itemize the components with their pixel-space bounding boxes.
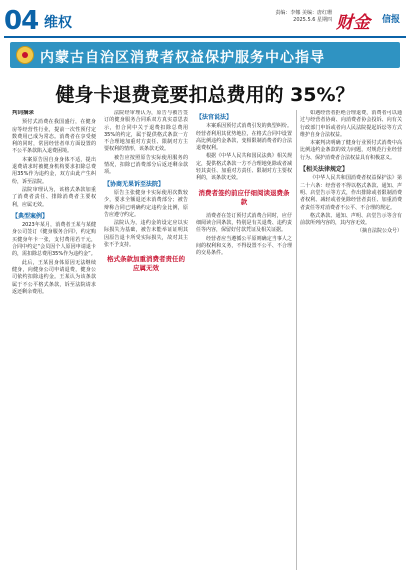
paragraph: 2023年某月，消费者王某与某健身公司签订《健身服务合同》，约定购买健身年卡一张，支付费用若干元，合同中约定“会员因个人原因申请退卡的，需扣除总费用35%作为违约金”。 — [12, 222, 96, 258]
pull-quote: 消费者签约前应仔细阅读退费条款 — [198, 188, 290, 206]
banner-text: 内蒙古自治区消费者权益保护服务中心指导 — [40, 50, 325, 66]
paragraph: 法院审理认为，该格式条款加重了消费者责任、排除消费者主要权利，应属无效。 — [12, 186, 96, 208]
article-column-1 — [12, 110, 96, 570]
paragraph: 预付式消费在我国盛行，在健身房等经营性行业，提前一次性预付定数费用已成为常态。消费者在享受便利的同时，常因经营者单方面设置的不公平条款陷入退费困境。 — [12, 119, 96, 155]
subheading: 【协商无果诉至法院】 — [104, 180, 165, 188]
article-column-4 — [300, 110, 402, 570]
pull-quote: 格式条款加重消费者责任的应属无效 — [107, 255, 185, 273]
header-meta — [272, 10, 332, 24]
paragraph: 被告应按照原告实际使用服务的情况，扣除已消费部分后返还剩余款项。 — [104, 154, 188, 176]
column-divider — [296, 110, 297, 570]
masthead-logo: 财金 — [336, 13, 370, 33]
paragraph: 经营者应当遵循公平原则确定当事人之间的权利和义务，不得设置不公平、不合理的交易条件。 — [196, 235, 292, 257]
header-rule — [4, 36, 406, 38]
section-banner — [10, 42, 400, 68]
editor-line: 责编：李娜 美编：唐红珊 — [275, 10, 332, 16]
page-header — [0, 0, 410, 36]
paragraph: 《中华人民共和国消费者权益保护法》第二十六条：经营者不得以格式条款、通知、声明、店堂告示等方式，作出排除或者限制消费者权利、减轻或者免除经营者责任、加重消费者责任等对消费者不公平、不合理的规定。 — [300, 175, 402, 211]
paragraph: 原告主张健身卡实际使用次数较少，要求全额退还未消费部分；被告辩称合同已明确约定违约金比例，原告应遵守约定。 — [104, 189, 188, 218]
paragraph: 根据《中华人民共和国民法典》相关规定，提供格式条款一方不合理地免除或者减轻其责任、加重对方责任、限制对方主要权利的，该条款无效。 — [196, 153, 292, 182]
date-line: 2025.5.6 星期四 — [293, 17, 332, 23]
paragraph: 格式条款、通知、声明、店堂告示等含有前款所列内容的，其内容无效。 — [300, 212, 402, 227]
paragraph: 法院经审理认为，原告与被告签订的健身服务合同系双方真实意思表示，但合同中关于退费扣除总费用35%的约定，属于提供格式条款一方不合理地加重对方责任、限制对方主要权利的情形，该条款无效。 — [104, 110, 188, 153]
article-source: （摘自法院公众号） — [356, 228, 402, 235]
paragraph: 此后，王某因身体原因无法继续健身，向健身公司申请退费，健身公司依约扣除违约金。王某认为该条款属于不公平格式条款，诉至法院请求返还剩余费用。 — [12, 259, 96, 295]
article-column-2 — [104, 110, 188, 570]
article-column-3 — [196, 110, 292, 570]
paragraph: 本案原告因自身身体不适，提出退费请求时被健身机构要求扣除总费用35%作为违约金，双方由此产生纠纷，诉至法院。 — [12, 156, 96, 185]
page-number: 04 — [4, 6, 39, 36]
column-byline: 判词摘录 — [12, 110, 35, 116]
subheading: 【相关法律规定】 — [300, 166, 349, 174]
paragraph: 如遇经营者拒绝合理退费，消费者可以通过与经营者协商、向消费者协会投诉、向有关行政部门申诉或者向人民法院提起诉讼等方式维护自身合法权益。 — [300, 110, 402, 138]
subheading: 【典型案例】 — [12, 212, 49, 220]
masthead-logo-suffix: 信报 — [382, 15, 401, 25]
paragraph: 本案判决明确了健身行业预付式消费中高比例违约金条款的效力问题，对规范行业经营行为、保护消费者合法权益具有积极意义。 — [300, 140, 402, 161]
paragraph: 法院认为，违约金的设定应以实际损失为基础，被告未能举证证明其因原告退卡所受实际损失，故对其主张不予支持。 — [104, 220, 188, 249]
subheading: 【法官说法】 — [196, 114, 233, 121]
paragraph: 本案系因预付式消费引发的典型纠纷。经营者利用其优势地位，在格式合同中设置高比例违约金条款，变相限制消费者的合法退费权利。 — [196, 123, 292, 152]
article-title: 健身卡退费竟要扣总费用的 35%？ — [55, 84, 355, 106]
section-title: 维权 — [44, 15, 72, 31]
paragraph: 消费者在签订预付式消费合同时，应仔细阅读合同条款，特别是有关退费、违约责任等内容，保留好付款凭证及相关证据。 — [196, 212, 292, 234]
emblem-icon — [16, 46, 34, 64]
